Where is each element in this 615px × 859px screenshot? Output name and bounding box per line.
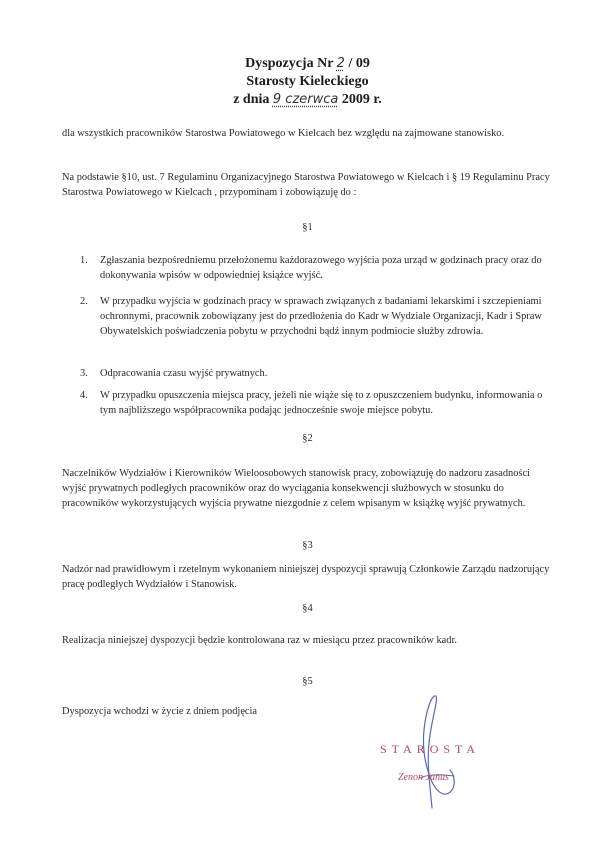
intro-paragraph: dla wszystkich pracowników Starostwa Powiatowego w Kielcach bez względu na zajmowane stanowisko.	[62, 128, 505, 139]
title-suffix: / 09	[348, 56, 370, 71]
section-2-text: Naczelników Wydziałów i Kierowników Wieloosobowych stanowisk pracy, zobowiązuję do nadzoru zasadności wyjść prywatnych podległych pracowników oraz do wyciągania konsekwencji służbowych w stosunku do pracowników wykorzystujących wyjścia prywatne niezgodnie z celem wpisanym w książkę wyjść prywatnych.	[62, 468, 530, 509]
section-5-text: Dyspozycja wchodzi w życie z dniem podjęcia	[62, 706, 258, 717]
list-item	[80, 366, 550, 381]
list-item-text: W przypadku opuszczenia miejsca pracy, jeżeli nie wiąże się to z opuszczeniem budynku, informowania o tym najbliższego współpracownika podając jednocześnie swoje miejsce pobytu.	[100, 390, 543, 416]
stamp-name: Zenon Janus	[398, 772, 449, 783]
document-date	[0, 91, 615, 109]
section-3-title: §3	[302, 540, 313, 551]
handwritten-number: 2	[336, 56, 345, 71]
stamp-title: STAROSTA	[380, 742, 481, 756]
section-3-text: Nadzór nad prawidłowym i rzetelnym wykonaniem niniejszej dyspozycji sprawują Członkowie Zarządu nadzorujący pracę podległych Wydziałów i Stanowisk.	[62, 564, 550, 590]
list-item-number: 1.	[80, 255, 88, 266]
list-item-text: Odpracowania czasu wyjść prywatnych.	[100, 368, 268, 379]
list-item-number: 3.	[80, 368, 88, 379]
handwritten-date: 9 czerwca	[272, 92, 339, 107]
section-1-title: §1	[302, 222, 313, 233]
list-item-number: 2.	[80, 296, 88, 307]
list-item	[80, 294, 550, 339]
section-2-title: §2	[302, 433, 313, 444]
list-item-text: Zgłaszania bezpośredniemu przełożonemu każdorazowego wyjścia poza urząd w godzinach pracy oraz do dokonywania wpisów w odpowiedniej książce wyjść.	[100, 255, 542, 281]
list-item	[80, 388, 550, 418]
section-5-title: §5	[302, 676, 313, 687]
legal-basis-paragraph: Na podstawie §10, ust. 7 Regulaminu Organizacyjnego Starostwa Powiatowego w Kielcach i § 19 Regulaminu Pracy Starostwa Powiatowego w Kielcach , przypominam i zobowiązuję do :	[62, 172, 550, 198]
date-suffix: 2009 r.	[341, 92, 382, 107]
title-prefix: Dyspozycja Nr	[245, 56, 334, 71]
list-item	[80, 253, 550, 283]
signature-block	[360, 690, 590, 810]
list-item-text: W przypadku wyjścia w godzinach pracy w sprawach związanych z badaniami lekarskimi i szczepieniami ochronnymi, pracownik zobowiązany jest do przedłożenia do Kadr w Wydziale Organizacji, Kadr i Spraw Obywatelskich poświadczenia pobytu w przychodni bądź innym podmiocie służby zdrowia.	[100, 296, 542, 337]
date-prefix: z dnia	[233, 92, 270, 107]
section-4-title: §4	[302, 603, 313, 614]
section-4-text: Realizacja niniejszej dyspozycji będzie kontrolowana raz w miesiącu przez pracowników kadr.	[62, 635, 457, 646]
document-issuer: Starosty Kieleckiego	[246, 74, 369, 89]
document-title	[0, 55, 615, 73]
list-item-number: 4.	[80, 390, 88, 401]
